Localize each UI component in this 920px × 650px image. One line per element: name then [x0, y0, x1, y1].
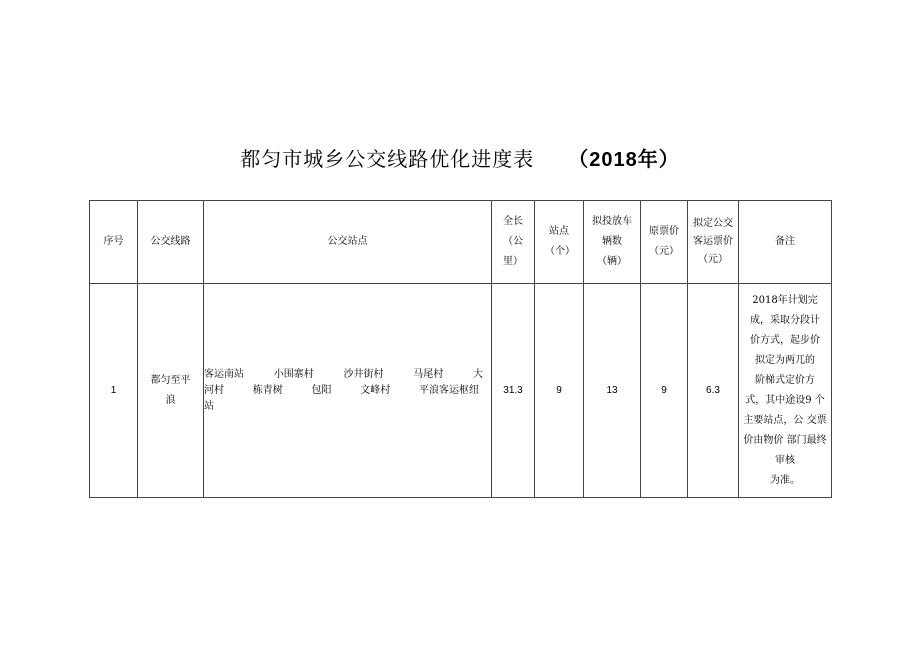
header-new-fare: 拟定公交客运票价（元） — [688, 201, 739, 284]
header-vehicles: 拟投放车辆数（辆） — [584, 201, 641, 284]
remark-line: 审核 — [775, 454, 795, 466]
remark-line: 成，采取分段计 — [750, 314, 820, 326]
document-title — [0, 143, 920, 172]
row-seq: 1 — [90, 284, 138, 498]
row-new-fare: 6.3 — [688, 284, 739, 498]
remark-line: 主要站点，公 交票 — [743, 414, 827, 426]
header-length: 全长（公里） — [492, 201, 535, 284]
row-route: 都匀至平浪 — [138, 284, 204, 498]
station-5-rest: 河村 — [204, 384, 224, 396]
header-stop-count: 站点（个） — [535, 201, 584, 284]
station-4: 马尾村 — [413, 368, 444, 380]
remark-line: 价方式，起步价 — [750, 334, 820, 346]
row-length: 31.3 — [492, 284, 535, 498]
station-3: 沙井街村 — [343, 368, 384, 380]
remark-line: 拟定为两兀的 — [755, 354, 815, 366]
station-7: 包阳 — [311, 384, 332, 396]
station-9: 平浪客运枢纽 — [419, 384, 479, 396]
stations-line-2 — [204, 383, 491, 399]
row-fare: 9 — [641, 284, 688, 498]
remark-line: 2018年计划完 — [752, 294, 818, 306]
remark-line: 为准。 — [770, 474, 800, 486]
header-seq: 序号 — [90, 201, 138, 284]
remark-line: 阶梯式定价方 — [755, 374, 815, 386]
title-year: （2018年） — [568, 149, 680, 171]
stations-line-3: 站 — [204, 400, 214, 412]
station-8: 文峰村 — [360, 384, 391, 396]
station-1: 客运南站 — [204, 368, 244, 380]
header-row — [90, 201, 832, 284]
table-row — [90, 284, 832, 498]
remark-line: 式，其中途设9 个 — [745, 394, 825, 406]
header-fare: 原票价（元） — [641, 201, 688, 284]
header-stations: 公交站点 — [204, 201, 492, 284]
header-route: 公交线路 — [138, 201, 204, 284]
row-stop-count: 9 — [535, 284, 584, 498]
row-remarks — [739, 284, 832, 498]
row-vehicles: 13 — [584, 284, 641, 498]
stations-line-1 — [204, 367, 491, 383]
station-5-part: 大 — [473, 368, 483, 380]
title-main: 都匀市城乡公交线路优化进度表 — [240, 147, 535, 171]
header-remarks: 备注 — [739, 201, 832, 284]
station-6: 栋青树 — [252, 384, 283, 396]
remark-line: 价由物价 部门最终 — [743, 434, 827, 446]
station-2: 小围寨村 — [273, 368, 314, 380]
progress-table — [89, 200, 832, 498]
row-stations — [204, 284, 492, 498]
